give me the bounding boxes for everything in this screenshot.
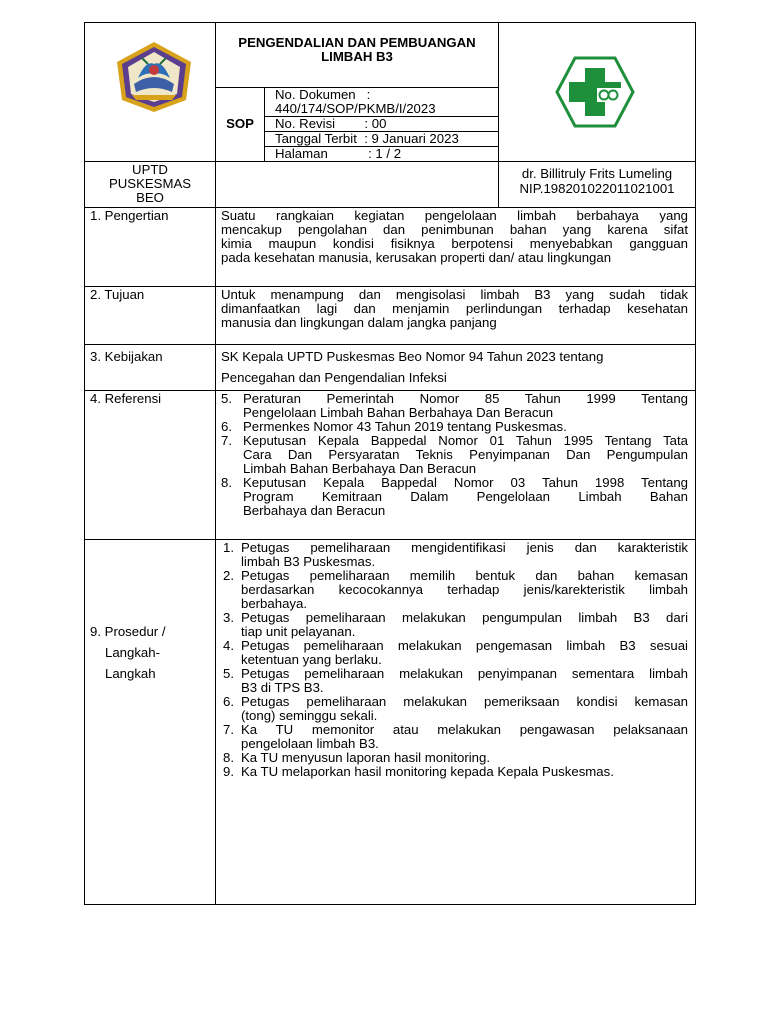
prosedur-step — [223, 667, 688, 695]
prosedur-step-line: Petugas pemeliharaan melakukan pemeriksaan kondisi kemasan — [241, 694, 688, 709]
hline-header-mid — [84, 161, 696, 162]
prosedur-step-line: tiap unit pelayanan. — [241, 624, 356, 639]
referensi-item-line: Cara Dan Persyaratan Teknis Penyimpanan Dan Pengumpulan — [243, 447, 688, 462]
referensi-item-line: Peraturan Pemerintah Nomor 85 Tahun 1999 Tentang — [243, 391, 688, 406]
prosedur-list — [223, 541, 688, 779]
referensi-item-number: 6. — [221, 419, 232, 434]
tujuan-line: Untuk menampung dan mengisolasi limbah B3 yang sudah tidak — [221, 287, 688, 302]
tujuan-text — [221, 288, 688, 330]
prosedur-step-line: limbah B3 Puskesmas. — [241, 554, 376, 569]
prosedur-step-line: ketentuan yang berlaku. — [241, 652, 382, 667]
revision-number: No. Revisi : 00 — [275, 116, 387, 131]
referensi-item-line: Permenkes Nomor 43 Tahun 2019 tentang Puskesmas. — [243, 419, 567, 434]
regency-emblem-logo — [114, 40, 194, 114]
pengertian-line: pada kesehatan manusia, kerusakan properti dan/ atau lingkungan — [221, 250, 612, 265]
prosedur-step-number: 8. — [223, 750, 234, 765]
prosedur-step — [223, 611, 688, 639]
doc-number-value: 440/174/SOP/PKMB/I/2023 — [275, 101, 436, 116]
prosedur-step-number: 3. — [223, 610, 234, 625]
referensi-item-number: 8. — [221, 475, 232, 490]
referensi-item-line: Pengelolaan Limbah Bahan Berbahaya Dan Beracun — [243, 405, 554, 420]
prosedur-step-number: 5. — [223, 666, 234, 681]
emblem-icon — [114, 40, 194, 114]
referensi-item — [221, 476, 688, 518]
prosedur-step-number: 9. — [223, 764, 234, 779]
prosedur-step-number: 6. — [223, 694, 234, 709]
prosedur-step-line: (tong) seminggu sekali. — [241, 708, 378, 723]
pengertian-text — [221, 209, 688, 265]
sop-label: SOP — [226, 116, 254, 131]
frame-top — [84, 22, 696, 23]
frame-bottom — [84, 904, 696, 905]
referensi-label: 4. Referensi — [90, 391, 162, 406]
prosedur-step-line: pengelolaan limbah B3. — [241, 736, 379, 751]
prosedur-step-line: berbahaya. — [241, 596, 307, 611]
prosedur-step-line: Ka TU menyusun laporan hasil monitoring. — [241, 750, 490, 765]
referensi-item-number: 7. — [221, 433, 232, 448]
referensi-list — [221, 392, 688, 518]
puskesmas-logo — [555, 56, 635, 128]
prosedur-label-line2: Langkah- — [105, 645, 160, 660]
prosedur-step-number: 4. — [223, 638, 234, 653]
prosedur-step — [223, 639, 688, 667]
prosedur-step-line: Petugas pemeliharaan memilih bentuk dan bahan kemasan — [241, 568, 688, 583]
page-number: Halaman : 1 / 2 — [275, 146, 402, 161]
prosedur-step-number: 2. — [223, 568, 234, 583]
referensi-item — [221, 392, 688, 420]
tujuan-label: 2. Tujuan — [90, 287, 145, 302]
pengertian-label: 1. Pengertian — [90, 208, 169, 223]
prosedur-label-line1: 9. Prosedur / — [90, 624, 166, 639]
prosedur-step — [223, 695, 688, 723]
signer-name: dr. Billitruly Frits Lumeling — [521, 166, 673, 181]
prosedur-step-line: Ka TU memonitor atau melakukan pengawasan pelaksanaan — [241, 722, 688, 737]
pengertian-line: Suatu rangkaian kegiatan pengelolaan limbah berbahaya yang — [221, 208, 688, 223]
prosedur-step-line: B3 di TPS B3. — [241, 680, 324, 695]
prosedur-step-line: Petugas pemeliharaan melakukan penyimpanan sementara limbah — [241, 666, 688, 681]
kebijakan-line1: SK Kepala UPTD Puskesmas Beo Nomor 94 Tahun 2023 tentang — [221, 349, 604, 364]
pengertian-line: mencakup pengolahan dan penimbunan bahan yang karena sifat — [221, 222, 688, 237]
referensi-item-line: Limbah Bahan Berbahaya Dan Beracun — [243, 461, 477, 476]
header-vline-sop — [264, 87, 265, 162]
document-title-line2: LIMBAH B3 — [321, 49, 393, 64]
referensi-item-number: 5. — [221, 391, 232, 406]
prosedur-step-line: berdasarkan kecocokannya terhadap jenis/karekteristik limbah — [241, 582, 688, 597]
org-name-line3: BEO — [136, 190, 164, 205]
frame-right — [695, 22, 696, 905]
prosedur-step — [223, 765, 688, 779]
prosedur-step-line: Petugas pemeliharaan mengidentifikasi jenis dan karakteristik — [241, 540, 688, 555]
header-vline-1 — [215, 22, 216, 905]
prosedur-step-line: Petugas pemeliharaan melakukan pengumpulan limbah B3 dari — [241, 610, 688, 625]
org-name-line1: UPTD — [132, 162, 168, 177]
referensi-item-line: Berbahaya dan Beracun — [243, 503, 386, 518]
prosedur-step — [223, 723, 688, 751]
issue-date: Tanggal Terbit : 9 Januari 2023 — [275, 131, 459, 146]
kebijakan-line2: Pencegahan dan Pengendalian Infeksi — [221, 370, 447, 385]
pengertian-line: kimia maupun kondisi fisiknya berpotensi menyebabkan gangguan — [221, 236, 688, 251]
referensi-item-line: Program Kemitraan Dalam Pengelolaan Limbah Bahan — [243, 489, 688, 504]
referensi-item-line: Keputusan Kepala Bappedal Nomor 01 Tahun 1995 Tentang Tata — [243, 433, 688, 448]
frame-left — [84, 22, 85, 905]
signer-nip: NIP.198201022011021001 — [519, 181, 675, 196]
hline-tujuan-bottom — [84, 344, 696, 345]
prosedur-step-number: 7. — [223, 722, 234, 737]
prosedur-step-line: Petugas pemeliharaan melakukan pengemasan limbah B3 sesuai — [241, 638, 688, 653]
prosedur-step-number: 1. — [223, 540, 234, 555]
prosedur-step-line: Ka TU melaporkan hasil monitoring kepada Kepala Puskesmas. — [241, 764, 614, 779]
prosedur-step — [223, 541, 688, 569]
prosedur-label-line3: Langkah — [105, 666, 156, 681]
tujuan-line: dimanfaatkan lagi dan menjamin perlindungan terhadap kesehatan — [221, 301, 688, 316]
referensi-item — [221, 420, 688, 434]
prosedur-step — [223, 751, 688, 765]
org-name-line2: PUSKESMAS — [108, 176, 192, 191]
tujuan-line: manusia dan lingkungan dalam jangka panjang — [221, 315, 497, 330]
referensi-item-line: Keputusan Kepala Bappedal Nomor 03 Tahun 1998 Tentang — [243, 475, 688, 490]
referensi-item — [221, 434, 688, 476]
prosedur-step — [223, 569, 688, 611]
puskesmas-cross-icon — [555, 56, 635, 128]
document-title-line1: PENGENDALIAN DAN PEMBUANGAN — [238, 35, 476, 50]
doc-number-label: No. Dokumen : — [275, 87, 371, 102]
kebijakan-label: 3. Kebijakan — [90, 349, 163, 364]
